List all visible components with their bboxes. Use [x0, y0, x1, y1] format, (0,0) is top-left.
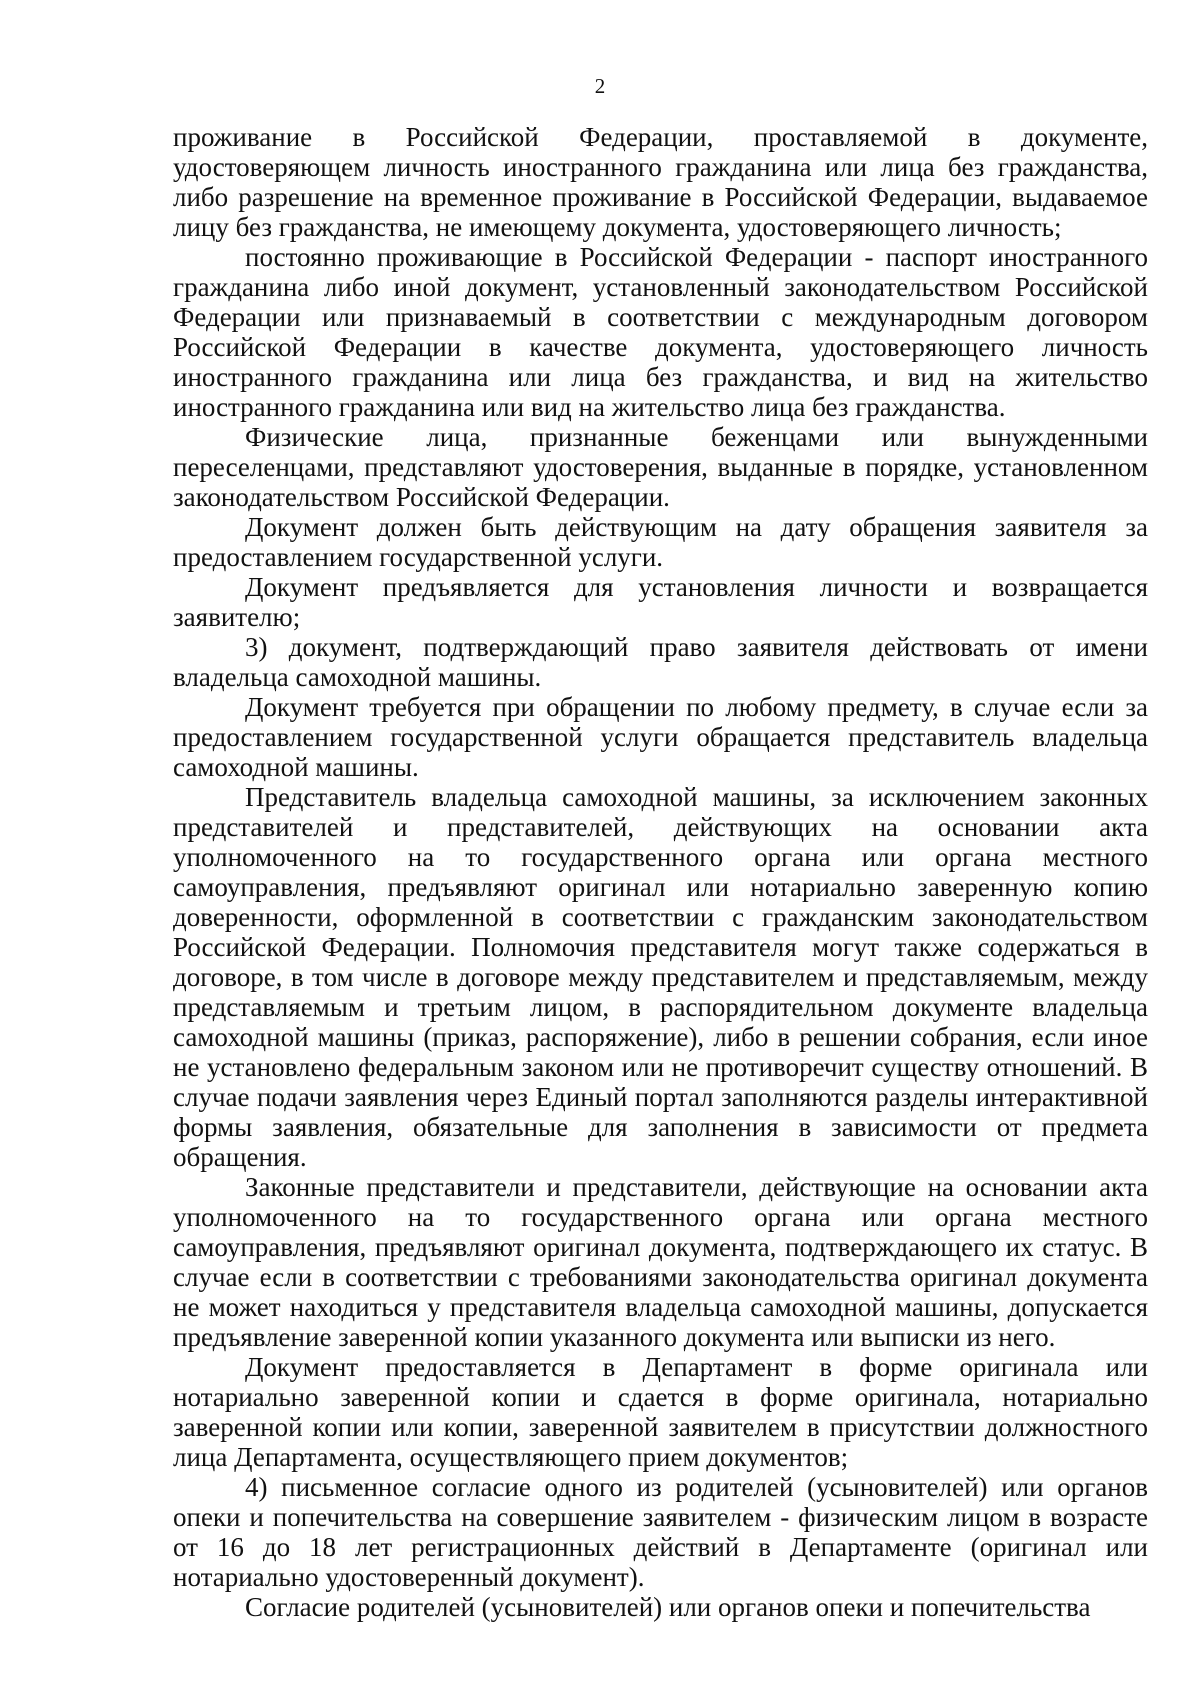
- document-body: [173, 122, 1148, 1622]
- paragraph: Документ предоставляется в Департамент в форме оригинала или нотариально заверенной копии и сдается в форме оригинала, нотариально заверенной копии или копии, заверенной заявителем в присутствии должностного лица Департамента, осуществляющего прием документов;: [173, 1352, 1148, 1472]
- paragraph: постоянно проживающие в Российской Федерации - паспорт иностранного гражданина либо иной документ, установленный законодательством Российской Федерации или признаваемый в соответствии с международным договором Российской Федерации в качестве документа, удостоверяющего личность иностранного гражданина или лица без гражданства, и вид на жительство иностранного гражданина или вид на жительство лица без гражданства.: [173, 242, 1148, 422]
- paragraph: Согласие родителей (усыновителей) или органов опеки и попечительства: [245, 1592, 1091, 1622]
- paragraph: 4) письменное согласие одного из родителей (усыновителей) или органов опеки и попечительства на совершение заявителем - физическим лицом в возрасте от 16 до 18 лет регистрационных действий в Департаменте (оригинал или нотариально удостоверенный документ).: [173, 1472, 1148, 1592]
- paragraph: Документ должен быть действующим на дату обращения заявителя за предоставлением государственной услуги.: [173, 512, 1148, 572]
- paragraph: 3) документ, подтверждающий право заявителя действовать от имени владельца самоходной машины.: [173, 632, 1148, 692]
- paragraph: Физические лица, признанные беженцами или вынужденными переселенцами, представляют удостоверения, выданные в порядке, установленном законодательством Российской Федерации.: [173, 422, 1148, 512]
- paragraph: Представитель владельца самоходной машины, за исключением законных представителей и представителей, действующих на основании акта уполномоченного на то государственного органа или органа местного самоуправления, предъявляют оригинал или нотариально заверенную копию доверенности, оформленной в соответствии с гражданским законодательством Российской Федерации. Полномочия представителя могут также содержаться в договоре, в том числе в договоре между представителем и представляемым, между представляемым и третьим лицом, в распорядительном документе владельца самоходной машины (приказ, распоряжение), либо в решении собрания, если иное не установлено федеральным законом или не противоречит существу отношений. В случае подачи заявления через Единый портал заполняются разделы интерактивной формы заявления, обязательные для заполнения в зависимости от предмета обращения.: [173, 782, 1148, 1172]
- page-number: 2: [594, 74, 606, 98]
- paragraph: проживание в Российской Федерации, проставляемой в документе, удостоверяющем личность иностранного гражданина или лица без гражданства, либо разрешение на временное проживание в Российской Федерации, выдаваемое лицу без гражданства, не имеющему документа, удостоверяющего личность;: [173, 122, 1148, 242]
- paragraph: Документ предъявляется для установления личности и возвращается заявителю;: [173, 572, 1148, 632]
- paragraph: Законные представители и представители, действующие на основании акта уполномоченного на то государственного органа или органа местного самоуправления, предъявляют оригинал документа, подтверждающего их статус. В случае если в соответствии с требованиями законодательства оригинал документа не может находиться у представителя владельца самоходной машины, допускается предъявление заверенной копии указанного документа или выписки из него.: [173, 1172, 1148, 1352]
- paragraph: Документ требуется при обращении по любому предмету, в случае если за предоставлением государственной услуги обращается представитель владельца самоходной машины.: [173, 692, 1148, 782]
